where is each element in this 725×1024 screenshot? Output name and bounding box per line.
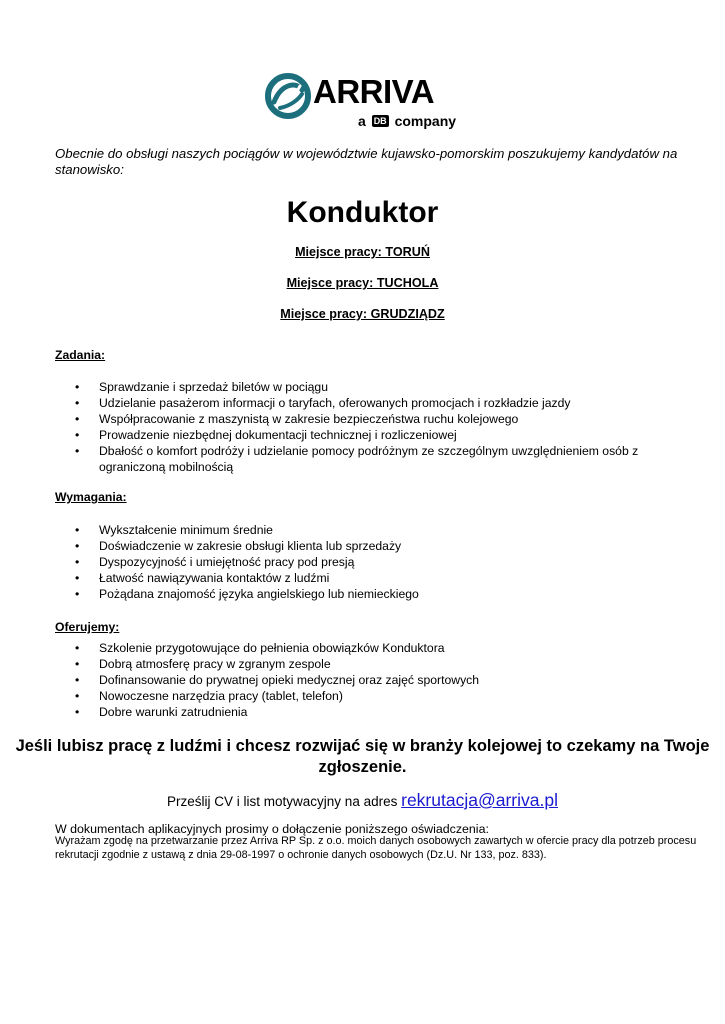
list-item: • Prowadzenie niezbędnej dokumentacji technicznej i rozliczeniowej bbox=[55, 427, 675, 443]
arriva-swirl-icon bbox=[264, 72, 312, 120]
intro-text: Obecnie do obsługi naszych pociągów w województwie kujawsko-pomorskim poszukujemy kandydatów na stanowisko: bbox=[55, 146, 678, 177]
offer-list bbox=[55, 640, 675, 720]
list-item: • Dbałość o komfort podróży i udzielanie pomocy podróżnym ze szczególnym uwzględnieniem osób z ograniczoną mobilnością bbox=[55, 443, 675, 475]
list-item: • Dofinansowanie do prywatnej opieki medycznej oraz zajęć sportowych bbox=[55, 672, 675, 688]
list-item: • Nowoczesne narzędzia pracy (tablet, telefon) bbox=[55, 688, 675, 704]
consent-text: Wyrażam zgodę na przetwarzanie przez Arriva RP Sp. z o.o. moich danych osobowych zawartych w ofercie pracy dla potrzeb procesu rekrutacji zgodnie z ustawą z dnia 29-08-1997 o ochronie danych osobowych (Dz.U. Nr 133, poz. 833). bbox=[55, 835, 697, 861]
requirements-heading: Wymagania: bbox=[55, 490, 127, 504]
list-item: • Łatwość nawiązywania kontaktów z ludźmi bbox=[55, 570, 675, 586]
offer-heading: Oferujemy: bbox=[55, 620, 120, 634]
list-item: • Sprawdzanie i sprzedaż biletów w pociągu bbox=[55, 379, 675, 395]
list-item: • Współpracowanie z maszynistą w zakresie bezpieczeństwa ruchu kolejowego bbox=[55, 411, 675, 427]
cv-instructions bbox=[0, 789, 725, 813]
tasks-list bbox=[55, 379, 675, 475]
list-item: • Pożądana znajomość języka angielskiego lub niemieckiego bbox=[55, 586, 675, 602]
email-link[interactable]: rekrutacja@arriva.pl bbox=[401, 790, 558, 810]
location-tuchola: Miejsce pracy: TUCHOLA bbox=[286, 276, 439, 290]
list-item: • Szkolenie przygotowujące do pełnienia obowiązków Konduktora bbox=[55, 640, 675, 656]
requirements-list bbox=[55, 522, 675, 602]
list-item: • Dobrą atmosferę pracy w zgranym zespole bbox=[55, 656, 675, 672]
list-item: • Wykształcenie minimum średnie bbox=[55, 522, 675, 538]
tasks-heading: Zadania: bbox=[55, 348, 106, 362]
consent-heading: W dokumentach aplikacyjnych prosimy o dołączenie poniższego oświadczenia: bbox=[55, 822, 489, 836]
list-item: • Dobre warunki zatrudnienia bbox=[55, 704, 675, 720]
arriva-logo bbox=[264, 70, 464, 132]
db-mark: DB bbox=[373, 116, 387, 126]
location-torun: Miejsce pracy: TORUŃ bbox=[295, 245, 430, 259]
logo-brand: ARRIVA bbox=[313, 73, 435, 110]
page-title: Konduktor bbox=[286, 196, 439, 229]
list-item: • Udzielanie pasażerom informacji o taryfach, oferowanych promocjach i rozkładzie jazdy bbox=[55, 395, 675, 411]
list-item: • Dyspozycyjność i umiejętność pracy pod presją bbox=[55, 554, 675, 570]
call-to-action: Jeśli lubisz pracę z ludźmi i chcesz rozwijać się w branży kolejowej to czekamy na Twoje zgłoszenie. bbox=[15, 737, 710, 776]
cv-text: Prześlij CV i list motywacyjny na adres bbox=[167, 794, 398, 809]
list-item: • Doświadczenie w zakresie obsługi klienta lub sprzedaży bbox=[55, 538, 675, 554]
location-grudziadz: Miejsce pracy: GRUDZIĄDZ bbox=[280, 307, 445, 321]
logo-subtitle: a DB company bbox=[358, 113, 457, 129]
